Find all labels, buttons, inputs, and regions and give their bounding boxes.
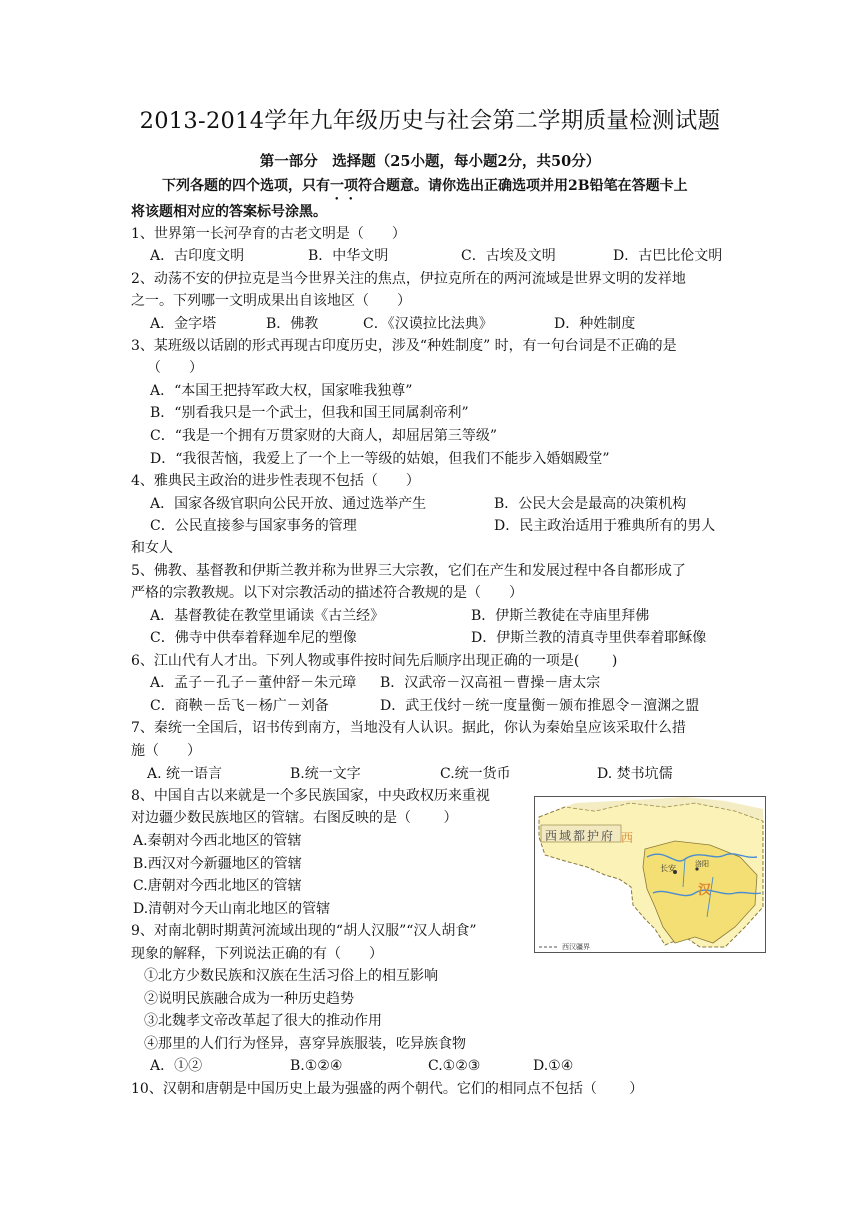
map-label-luoyang: 洛阳 [695, 860, 709, 868]
q9-item-4: ④那里的人们行为怪异，喜穿异族服装，吃异族食物 [144, 1036, 466, 1052]
q8-option-a: A.秦朝对今西北地区的管辖 [133, 833, 302, 849]
q5-option-b: B．伊斯兰教徒在寺庙里拜佛 [471, 608, 650, 624]
q9-item-1: ①北方少数民族和汉族在生活习俗上的相互影响 [144, 968, 438, 984]
instructions-line-1 [134, 177, 688, 203]
instructions-emphasis: 一项 [330, 178, 358, 194]
q5-stem-line2: 严格的宗教教规。以下对宗教活动的描述符合教规的是（ ） [131, 585, 523, 601]
q7-option-d: D. 焚书坑儒 [597, 766, 673, 782]
q9-stem-line1: 9、对南北朝时期黄河流域出现的“胡人汉服”“汉人胡食” [131, 923, 477, 939]
q2-stem-line1: 2、动荡不安的伊拉克是当今世界关注的焦点，伊拉克所在的两河流域是世界文明的发祥地 [131, 271, 686, 287]
instructions-text-a: 下列各题的四个选项，只有 [134, 178, 330, 194]
instructions-text-c: 符合题意。请你选出正确选项并用2B铅笔在答题卡上 [358, 178, 688, 194]
q3-option-a: A．“本国王把持军政大权，国家唯我独尊” [150, 383, 413, 399]
q6-option-b: B．汉武帝－汉高祖－曹操－唐太宗 [380, 675, 601, 691]
q5-option-c: C．佛寺中供奉着释迦牟尼的塑像 [150, 630, 357, 646]
western-han-map [534, 796, 766, 953]
q2-option-c: C．《汉谟拉比法典》 [363, 316, 493, 332]
q8-option-c: C.唐朝对今西北地区的管辖 [133, 878, 302, 894]
q7-option-c: C.统一货币 [440, 766, 511, 782]
q4-stem: 4、雅典民主政治的进步性表现不包括（ ） [131, 473, 420, 489]
q2-option-d: D．种姓制度 [554, 316, 636, 332]
q2-stem-line2: 之一。下列哪一文明成果出自该地区（ ） [131, 293, 411, 309]
map-label-changan: 长安 [660, 864, 676, 873]
q3-stem-line2: （ ） [147, 360, 203, 376]
q1-option-c: C．古埃及文明 [461, 248, 556, 264]
q7-option-a: A. 统一语言 [147, 766, 223, 782]
q3-option-b: B．“别看我只是一个武士，但我和国王同属刹帝利” [150, 405, 469, 421]
map-label-protectorate: 西域都护府 [545, 829, 616, 843]
q9-stem-line2: 现象的解释，下列说法正确的有（ ） [131, 946, 383, 962]
q9-option-b: B.①②④ [290, 1058, 343, 1074]
map-graphic [535, 797, 765, 952]
q2-option-a: A．金字塔 [150, 316, 217, 332]
map-label-han: 汉 [698, 883, 712, 898]
q8-option-d: D.清朝对今天山南北地区的管辖 [133, 901, 331, 917]
q5-option-a: A．基督教徒在教堂里诵读《古兰经》 [150, 608, 385, 624]
q5-stem-line1: 5、佛教、基督教和伊斯兰教并称为世界三大宗教，它们在产生和发展过程中各自都形成了 [131, 563, 686, 579]
map-legend-label: 西汉疆界 [562, 943, 590, 951]
q6-option-c: C．商鞅－岳飞－杨广－刘备 [150, 698, 329, 714]
q2-option-b: B．佛教 [266, 316, 319, 332]
q9-option-d: D.①④ [533, 1058, 574, 1074]
q1-option-b: B．中华文明 [308, 248, 389, 264]
q6-stem: 6、江山代有人才出。下列人物或事件按时间先后顺序出现正确的一项是( ) [131, 653, 618, 669]
q1-stem: 1、世界第一长河孕育的古老文明是（ ） [131, 226, 406, 242]
map-label-xi: 西 [621, 831, 634, 845]
q9-item-2: ②说明民族融合成为一种历史趋势 [144, 991, 354, 1007]
q9-item-3: ③北魏孝文帝改革起了很大的推动作用 [144, 1013, 382, 1029]
q8-stem-line1: 8、中国自古以来就是一个多民族国家，中央政权历来重视 [131, 788, 490, 804]
q10-stem: 10、汉朝和唐朝是中国历史上最为强盛的两个朝代。它们的相同点不包括（ ） [131, 1081, 644, 1097]
q6-option-d: D．武王伐纣－统一度量衡－颁布推恩令－澶渊之盟 [380, 698, 700, 714]
q1-option-a: A．古印度文明 [150, 248, 245, 264]
q3-option-c: C．“我是一个拥有万贯家财的大商人，却屈居第三等级” [150, 428, 498, 444]
q6-option-a: A．孟子－孔子－董仲舒－朱元璋 [150, 675, 357, 691]
q5-option-d: D．伊斯兰教的清真寺里供奉着耶稣像 [471, 630, 707, 646]
q4-option-b: B．公民大会是最高的决策机构 [494, 496, 687, 512]
q8-stem-line2: 对边疆少数民族地区的管辖。右图反映的是（ ） [131, 810, 458, 826]
instructions-line-2: 将该题相对应的答案标号涂黑。 [131, 204, 327, 220]
q4-option-d-continued: 和女人 [131, 540, 173, 556]
q7-option-b: B.统一文字 [290, 766, 361, 782]
part-header: 第一部分 选择题（25小题，每小题2分，共50分） [259, 153, 601, 170]
q7-stem-line1: 7、秦统一全国后，诏书传到南方，当地没有人认识。据此，你认为秦始皇应该采取什么措 [131, 720, 686, 736]
q9-option-c: C.①②③ [428, 1058, 481, 1074]
q4-option-c: C．公民直接参与国家事务的管理 [150, 518, 357, 534]
q8-option-b: B.西汉对今新疆地区的管辖 [133, 856, 302, 872]
q4-option-d: D．民主政治适用于雅典所有的男人 [494, 518, 716, 534]
q1-option-d: D．古巴比伦文明 [613, 248, 723, 264]
q7-stem-line2: 施（ ） [131, 743, 201, 759]
q4-option-a: A．国家各级官职向公民开放、通过选举产生 [150, 496, 427, 512]
q3-option-d: D．“我很苦恼，我爱上了一个上一等级的姑娘，但我们不能步入婚姻殿堂” [150, 451, 610, 467]
q3-stem-line1: 3、某班级以话剧的形式再现古印度历史，涉及“种姓制度” 时，有一句台词是不正确的是 [131, 338, 677, 354]
page-title: 2013-2014学年九年级历史与社会第二学期质量检测试题 [139, 108, 721, 134]
q9-option-a: A．①② [150, 1058, 203, 1074]
